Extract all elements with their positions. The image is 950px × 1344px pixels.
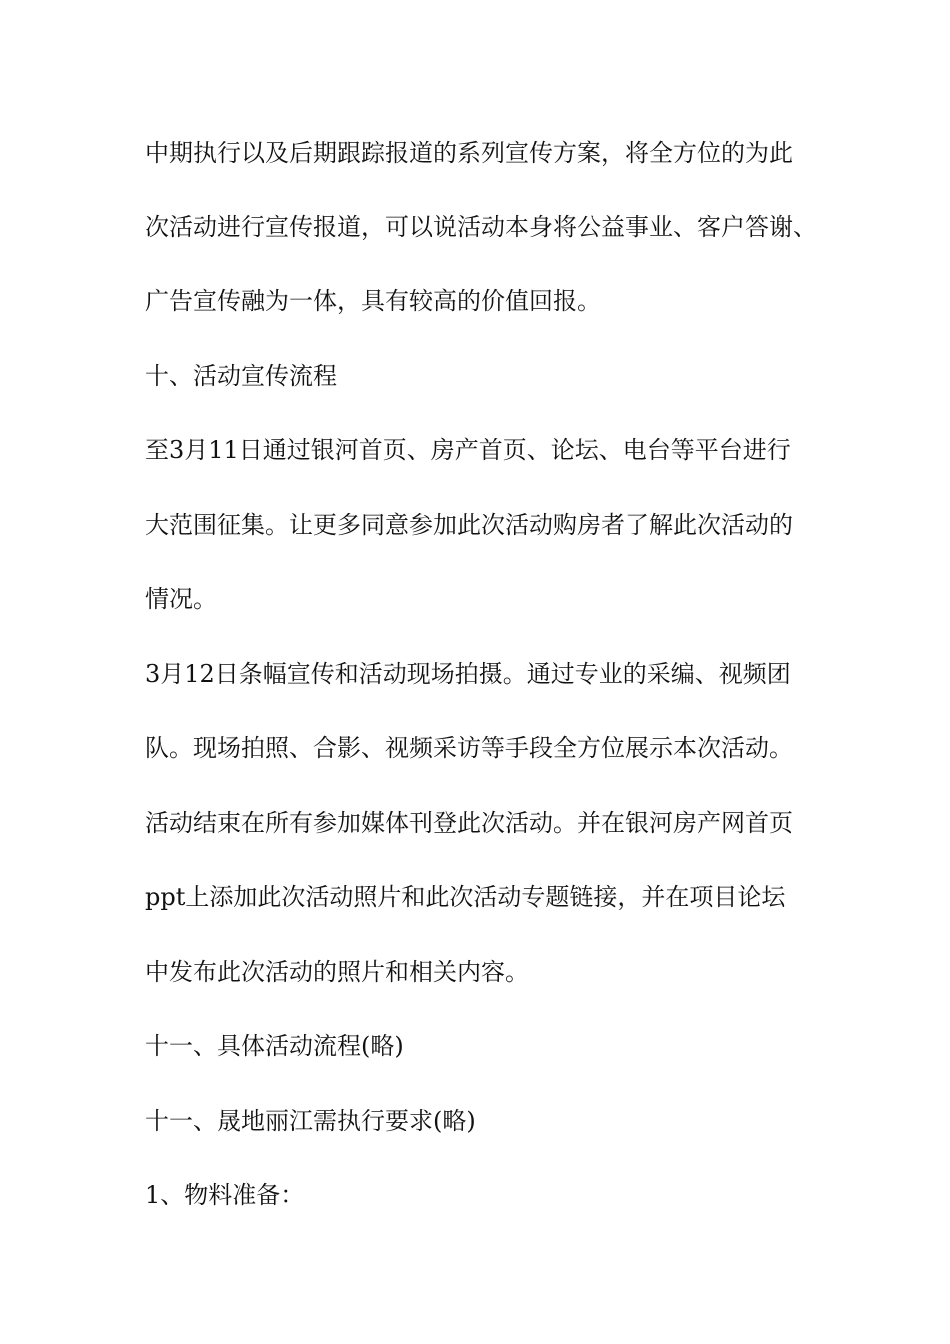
- section-heading: 十一、晟地丽江需执行要求(略): [145, 1107, 476, 1135]
- text-line: 活动结束在所有参加媒体刊登此次活动。并在银河房产网首页: [145, 809, 793, 837]
- text-line: 中发布此次活动的照片和相关内容。: [145, 958, 529, 986]
- text-line: 广告宣传融为一体，具有较高的价值回报。: [145, 287, 601, 315]
- section-heading: 十一、具体活动流程(略): [145, 1032, 404, 1060]
- text-line: 大范围征集。让更多同意参加此次活动购房者了解此次活动的: [145, 511, 793, 539]
- list-item-heading: 1、物料准备：: [145, 1181, 305, 1209]
- text-line: 队。现场拍照、合影、视频采访等手段全方位展示本次活动。: [145, 734, 793, 762]
- text-line: 情况。: [145, 585, 217, 613]
- section-heading: 十、活动宣传流程: [145, 362, 337, 390]
- text-line: 3月12日条幅宣传和活动现场拍摄。通过专业的采编、视频团: [145, 660, 791, 688]
- text-line: 至3月11日通过银河首页、房产首页、论坛、电台等平台进行: [145, 436, 791, 464]
- text-line: 次活动进行宣传报道，可以说活动本身将公益事业、客户答谢、: [145, 213, 817, 241]
- text-line: ppt上添加此次活动照片和此次活动专题链接，并在项目论坛: [145, 883, 786, 911]
- text-line: 中期执行以及后期跟踪报道的系列宣传方案，将全方位的为此: [145, 139, 793, 167]
